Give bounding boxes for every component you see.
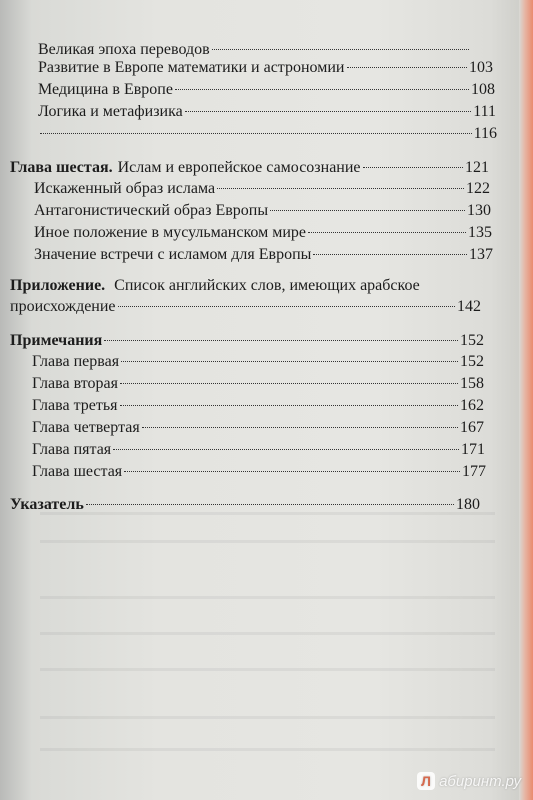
- labirint-logo-icon: Л: [417, 772, 435, 790]
- chapter-title: Ислам и европейское самосознание: [117, 159, 361, 176]
- toc-entry-title: Значение встречи с исламом для Европы: [34, 246, 312, 263]
- toc-entry-page: 122: [466, 180, 490, 197]
- toc-entry-title: Развитие в Европе математики и астрономии: [38, 59, 345, 76]
- toc-entry-page: 103: [469, 59, 493, 76]
- toc-entry-page: 130: [467, 202, 491, 219]
- dot-leader: [212, 49, 469, 50]
- appendix-title: Список английских слов, имеющих арабское: [114, 277, 420, 294]
- appendix-label: Приложение.: [10, 277, 106, 294]
- toc-entry: [34, 179, 490, 199]
- toc-entry: [32, 418, 484, 438]
- toc-entry-page: 152: [460, 353, 484, 370]
- watermark-text: абиринт.ру: [439, 772, 521, 790]
- toc-entry-page: 180: [456, 496, 480, 513]
- toc-entry: [38, 40, 493, 60]
- toc-entry-title: Глава пятая: [32, 441, 112, 458]
- toc-entry: [38, 80, 495, 100]
- toc-entry-title: Медицина в Европе: [38, 81, 173, 98]
- dot-leader: [217, 188, 464, 189]
- appendix-heading: [10, 276, 420, 296]
- toc-entry-page: 137: [469, 246, 493, 263]
- toc-chapter-entry: [10, 158, 489, 178]
- dot-leader: [113, 449, 459, 450]
- notes-label: Примечания: [10, 332, 103, 349]
- dot-leader: [175, 89, 469, 90]
- dot-leader: [313, 254, 467, 255]
- toc-entry: [38, 58, 493, 78]
- toc-entry-page: 162: [460, 397, 484, 414]
- dot-leader: [270, 210, 465, 211]
- toc-entry-title: Искаженный образ ислама: [34, 180, 216, 197]
- toc-entry: [38, 102, 496, 122]
- toc-entry: [32, 440, 485, 460]
- watermark-logo: [417, 772, 521, 790]
- dot-leader: [118, 306, 455, 307]
- toc-entry: [38, 124, 497, 144]
- toc-entry: [32, 396, 484, 416]
- dot-leader: [121, 361, 458, 362]
- toc-entry: [10, 297, 481, 317]
- chapter-label: Глава шестая.: [10, 159, 113, 176]
- toc-entry-page: 121: [465, 159, 489, 176]
- dot-leader: [120, 383, 458, 384]
- dot-leader: [104, 340, 458, 341]
- dot-leader: [363, 167, 463, 168]
- toc-entry: [34, 201, 491, 221]
- toc-entry-title: Глава третья: [32, 397, 118, 414]
- toc-entry-page: 152: [460, 332, 484, 349]
- dot-leader: [347, 67, 468, 68]
- toc-entry-page: 135: [468, 224, 492, 241]
- toc-entry-title: Глава вторая: [32, 375, 118, 392]
- toc-entry-page: 111: [473, 103, 496, 120]
- toc-entry-title: Глава шестая: [32, 463, 123, 480]
- dot-leader: [185, 111, 471, 112]
- toc-entry: [32, 462, 486, 482]
- toc-entry: [32, 374, 484, 394]
- dot-leader: [124, 471, 460, 472]
- toc-entry-page: 116: [473, 125, 497, 142]
- appendix-title-continued: происхождение: [10, 298, 116, 315]
- dot-leader: [142, 427, 458, 428]
- dot-leader: [308, 232, 466, 233]
- dot-leader: [86, 504, 454, 505]
- dot-leader: [120, 405, 458, 406]
- toc-entry-title: Иное положение в мусульманском мире: [34, 224, 307, 241]
- toc-chapter-entry: [10, 495, 480, 515]
- toc-entry-page: 158: [460, 375, 484, 392]
- dot-leader: [40, 133, 472, 134]
- toc-entry-title: Глава четвертая: [32, 419, 140, 436]
- toc-entry-page: 142: [457, 298, 481, 315]
- toc-entry-title: Глава первая: [32, 353, 120, 370]
- toc-entry: [32, 352, 484, 372]
- toc-chapter-entry: [10, 331, 484, 351]
- toc-entry: [34, 245, 493, 265]
- toc-entry-title: Логика и метафизика: [38, 103, 183, 120]
- toc-entry-page: 171: [461, 441, 485, 458]
- toc-entry-page: 177: [462, 463, 486, 480]
- toc-entry-page: 167: [460, 419, 484, 436]
- toc-entry-title: Великая эпоха переводов: [38, 41, 210, 58]
- toc-entry-title: Антагонистический образ Европы: [34, 202, 269, 219]
- index-label: Указатель: [10, 496, 84, 513]
- toc-entry: [34, 223, 492, 243]
- toc-entry-page: 108: [471, 81, 495, 98]
